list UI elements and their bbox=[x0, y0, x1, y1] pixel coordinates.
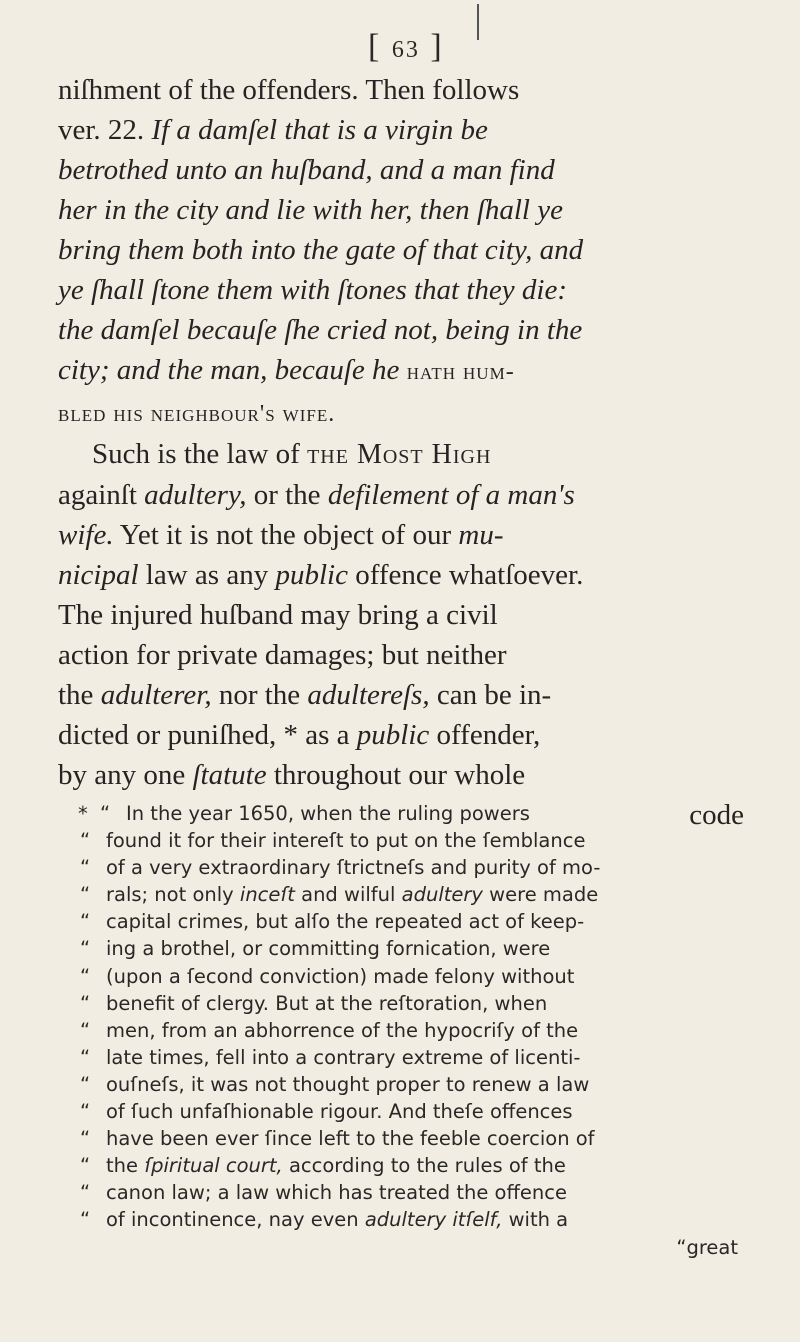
text-line: ye ſhall ſtone them with ſtones that they die: bbox=[58, 274, 568, 306]
text-line: dicted or puniſhed, * as a public offender, bbox=[58, 719, 541, 751]
footnote-line: “ found it for their intereſt to put on the ſemblance bbox=[80, 829, 586, 853]
page-edge-mark bbox=[477, 4, 479, 40]
text-line: the adulterer, nor the adultereſs, can be in- bbox=[58, 679, 552, 711]
footnote-line: “ (upon a ſecond conviction) made felony without bbox=[80, 964, 575, 988]
footnote-marker: * bbox=[78, 802, 88, 825]
footnote-line: “ benefit of clergy. But at the reſtoration, when bbox=[80, 991, 548, 1015]
footnote-line: “ capital crimes, but alſo the repeated act of keep- bbox=[80, 910, 585, 934]
text-line: betrothed unto an huſband, and a man find bbox=[58, 154, 555, 186]
text-line: the damſel becauſe ſhe cried not, being in the bbox=[58, 314, 583, 346]
footnote-line: “ late times, fell into a contrary extreme of licenti- bbox=[80, 1045, 581, 1069]
text-line: bring them both into the gate of that city, and bbox=[58, 234, 584, 266]
text-line: niſhment of the offenders. Then follows bbox=[58, 74, 520, 106]
text-line: nicipal law as any public offence whatſoever. bbox=[58, 559, 584, 591]
footnote-line: “ rals; not only inceſt and wilful adultery were made bbox=[80, 883, 599, 907]
footnote-line: “ of ſuch unfaſhionable rigour. And theſe offences bbox=[80, 1100, 573, 1124]
text-line: bled his neighbour's wife. bbox=[58, 401, 336, 427]
text-line: wife. Yet it is not the object of our mu- bbox=[58, 519, 504, 551]
text-line: city; and the man, becauſe he hath hum- bbox=[58, 354, 515, 386]
footnote-line: * “ In the year 1650, when the ruling powers bbox=[80, 800, 748, 827]
footnote-catchword: “great bbox=[676, 1235, 738, 1259]
text-line: againſt adultery, or the defilement of a man's bbox=[58, 479, 575, 511]
footnote-line: “ of incontinence, nay even adultery itſelf, with a bbox=[80, 1208, 569, 1232]
text-line: action for private damages; but neither bbox=[58, 639, 507, 671]
footnote-line: “ ing a brothel, or committing fornication, were bbox=[80, 937, 551, 961]
footnote bbox=[80, 800, 748, 1261]
text-line: by any one ſtatute throughout our whole bbox=[58, 759, 526, 791]
footnote-line: “ of a very extraordinary ſtrictneſs and purity of mo- bbox=[80, 856, 601, 880]
footnote-line: “ have been ever ſince left to the feeble coercion of bbox=[80, 1127, 595, 1151]
text-line: The injured huſband may bring a civil bbox=[58, 599, 498, 631]
catchword: code bbox=[689, 799, 744, 831]
text-line: Such is the law of the Most High bbox=[92, 438, 492, 470]
footnote-line: “ men, from an abhorrence of the hypocriſy of the bbox=[80, 1018, 579, 1042]
bracket-close: ] bbox=[430, 28, 444, 65]
page-number-header bbox=[368, 28, 444, 66]
footnote-line: “ canon law; a law which has treated the offence bbox=[80, 1181, 567, 1205]
main-body-text bbox=[58, 70, 744, 835]
footnote-line: “ the ſpiritual court, according to the rules of the bbox=[80, 1154, 566, 1178]
bracket-open: [ bbox=[368, 28, 382, 65]
page-number: 63 bbox=[391, 37, 420, 63]
footnote-line: “ ouſneſs, it was not thought proper to renew a law bbox=[80, 1072, 590, 1096]
text-line: ver. 22. If a damſel that is a virgin be bbox=[58, 114, 488, 146]
text-line: her in the city and lie with her, then ſhall ye bbox=[58, 194, 563, 226]
